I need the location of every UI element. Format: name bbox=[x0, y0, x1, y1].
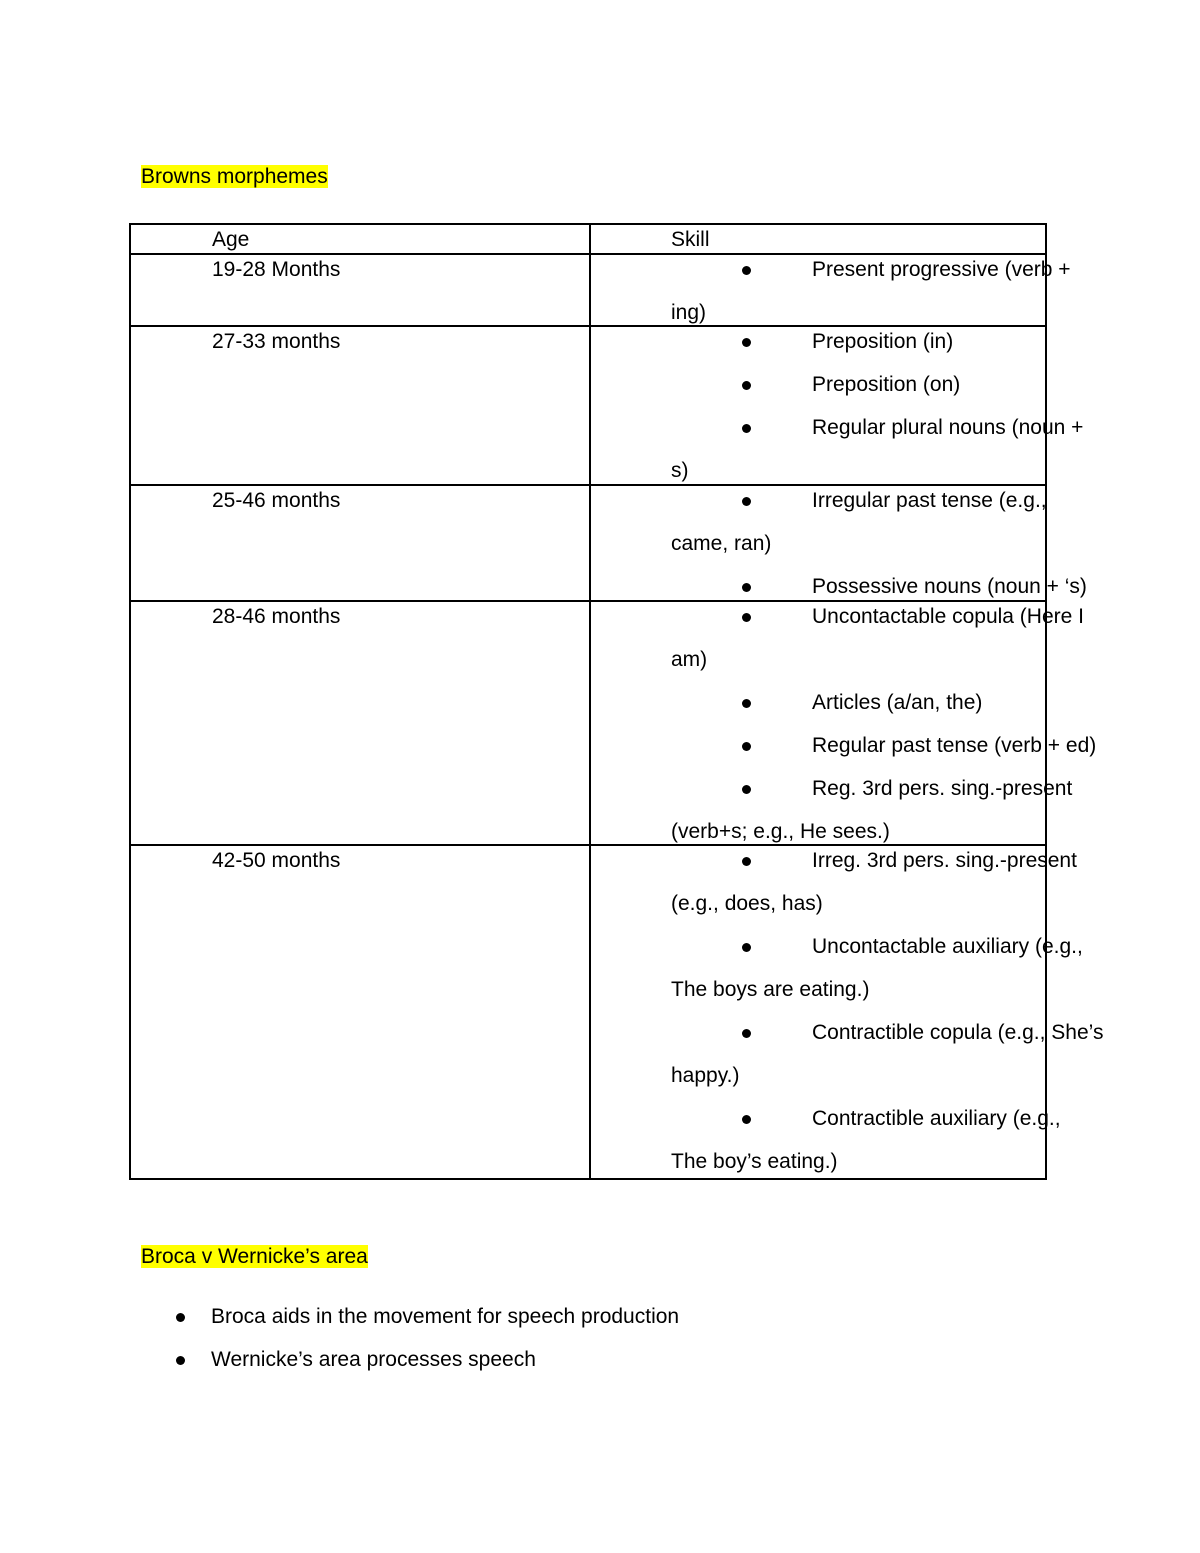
skill-continuation-line bbox=[671, 1148, 1111, 1191]
skill-text: Possessive nouns (noun + ‘s) bbox=[812, 575, 1087, 598]
header-age: Age bbox=[212, 228, 250, 251]
age-cell: 28-46 months bbox=[212, 605, 341, 628]
bullet-icon bbox=[742, 338, 751, 347]
skill-text: Preposition (on) bbox=[812, 373, 961, 396]
section-title-broca-wernicke bbox=[141, 1242, 370, 1271]
skill-text: am) bbox=[671, 648, 708, 671]
skill-continuation-line bbox=[671, 890, 1111, 933]
table-row bbox=[131, 327, 1084, 486]
skill-bullet-item bbox=[671, 775, 1111, 818]
skill-cell bbox=[671, 487, 1111, 616]
skill-continuation-line bbox=[671, 976, 1111, 1019]
skill-text: s) bbox=[671, 459, 689, 482]
column-divider bbox=[589, 486, 591, 600]
header-skill-cell bbox=[671, 226, 1111, 255]
age-cell: 42-50 months bbox=[212, 849, 341, 872]
skill-continuation-line bbox=[671, 646, 1111, 689]
table-row bbox=[131, 602, 1097, 846]
section-title-browns-morphemes bbox=[141, 162, 330, 191]
bullet-icon bbox=[742, 266, 751, 275]
bullet-icon bbox=[176, 1313, 185, 1322]
bullet-icon bbox=[742, 381, 751, 390]
skill-bullet-item bbox=[671, 487, 1111, 530]
bullet-icon bbox=[742, 1029, 751, 1038]
bullet-icon bbox=[742, 943, 751, 952]
brain-area-list bbox=[0, 1303, 1200, 1389]
section-title-text: Broca v Wernicke’s area bbox=[141, 1245, 368, 1268]
table-row bbox=[131, 846, 1104, 1178]
skill-text: Contractible auxiliary (e.g., bbox=[812, 1107, 1061, 1130]
skill-text: (e.g., does, has) bbox=[671, 892, 823, 915]
skill-text: Present progressive (verb + bbox=[812, 258, 1071, 281]
skill-bullet-item bbox=[671, 933, 1111, 976]
table-row bbox=[131, 486, 1087, 602]
bullet-icon bbox=[742, 785, 751, 794]
skill-text: Preposition (in) bbox=[812, 330, 954, 353]
header-skill: Skill bbox=[671, 228, 710, 251]
list-item bbox=[0, 1346, 1200, 1389]
skill-bullet-item bbox=[671, 328, 1111, 371]
column-divider bbox=[589, 225, 591, 253]
skill-bullet-item bbox=[671, 689, 1111, 732]
skill-bullet-item bbox=[671, 371, 1111, 414]
list-item-text: Wernicke’s area processes speech bbox=[211, 1348, 536, 1371]
column-divider bbox=[589, 327, 591, 484]
bullet-icon bbox=[742, 742, 751, 751]
skill-text: ing) bbox=[671, 301, 707, 324]
skill-text: Articles (a/an, the) bbox=[812, 691, 983, 714]
skill-text: The boys are eating.) bbox=[671, 978, 870, 1001]
bullet-icon bbox=[742, 857, 751, 866]
skill-cell bbox=[671, 847, 1111, 1191]
table-row bbox=[131, 255, 1071, 327]
column-divider bbox=[589, 846, 591, 1178]
skill-text: Regular plural nouns (noun + bbox=[812, 416, 1084, 439]
skill-text: The boy’s eating.) bbox=[671, 1150, 838, 1173]
skill-text: Irreg. 3rd pers. sing.-present bbox=[812, 849, 1077, 872]
skill-bullet-item bbox=[671, 256, 1111, 299]
skill-text: Uncontactable auxiliary (e.g., bbox=[812, 935, 1083, 958]
skill-text: Irregular past tense (e.g., bbox=[812, 489, 1047, 512]
list-item bbox=[0, 1303, 1200, 1346]
skill-text: (verb+s; e.g., He sees.) bbox=[671, 820, 890, 843]
bullet-icon bbox=[742, 613, 751, 622]
column-divider bbox=[589, 255, 591, 325]
skill-text: Contractible copula (e.g., She’s bbox=[812, 1021, 1104, 1044]
skill-cell bbox=[671, 603, 1111, 861]
skill-bullet-item bbox=[671, 1105, 1111, 1148]
skill-text: happy.) bbox=[671, 1064, 740, 1087]
skill-continuation-line bbox=[671, 1062, 1111, 1105]
skill-bullet-item bbox=[671, 1019, 1111, 1062]
list-item-text: Broca aids in the movement for speech production bbox=[211, 1305, 680, 1328]
bullet-icon bbox=[176, 1356, 185, 1365]
skill-text: came, ran) bbox=[671, 532, 772, 555]
skill-bullet-item bbox=[671, 732, 1111, 775]
bullet-icon bbox=[742, 699, 751, 708]
skill-bullet-item bbox=[671, 414, 1111, 457]
skill-cell bbox=[671, 328, 1111, 500]
age-cell: 27-33 months bbox=[212, 330, 341, 353]
bullet-icon bbox=[742, 583, 751, 592]
skill-bullet-item bbox=[671, 603, 1111, 646]
table-header-row bbox=[131, 225, 1045, 255]
skill-continuation-line bbox=[671, 530, 1111, 573]
morpheme-table bbox=[129, 223, 1104, 1180]
bullet-icon bbox=[742, 424, 751, 433]
skill-text: Regular past tense (verb + ed) bbox=[812, 734, 1097, 757]
skill-text: Uncontactable copula (Here I bbox=[812, 605, 1084, 628]
column-divider bbox=[589, 602, 591, 844]
age-cell: 19-28 Months bbox=[212, 258, 341, 281]
section-title-text: Browns morphemes bbox=[141, 165, 328, 188]
skill-text: Reg. 3rd pers. sing.-present bbox=[812, 777, 1073, 800]
skill-bullet-item bbox=[671, 847, 1111, 890]
bullet-icon bbox=[742, 497, 751, 506]
bullet-icon bbox=[742, 1115, 751, 1124]
age-cell: 25-46 months bbox=[212, 489, 341, 512]
